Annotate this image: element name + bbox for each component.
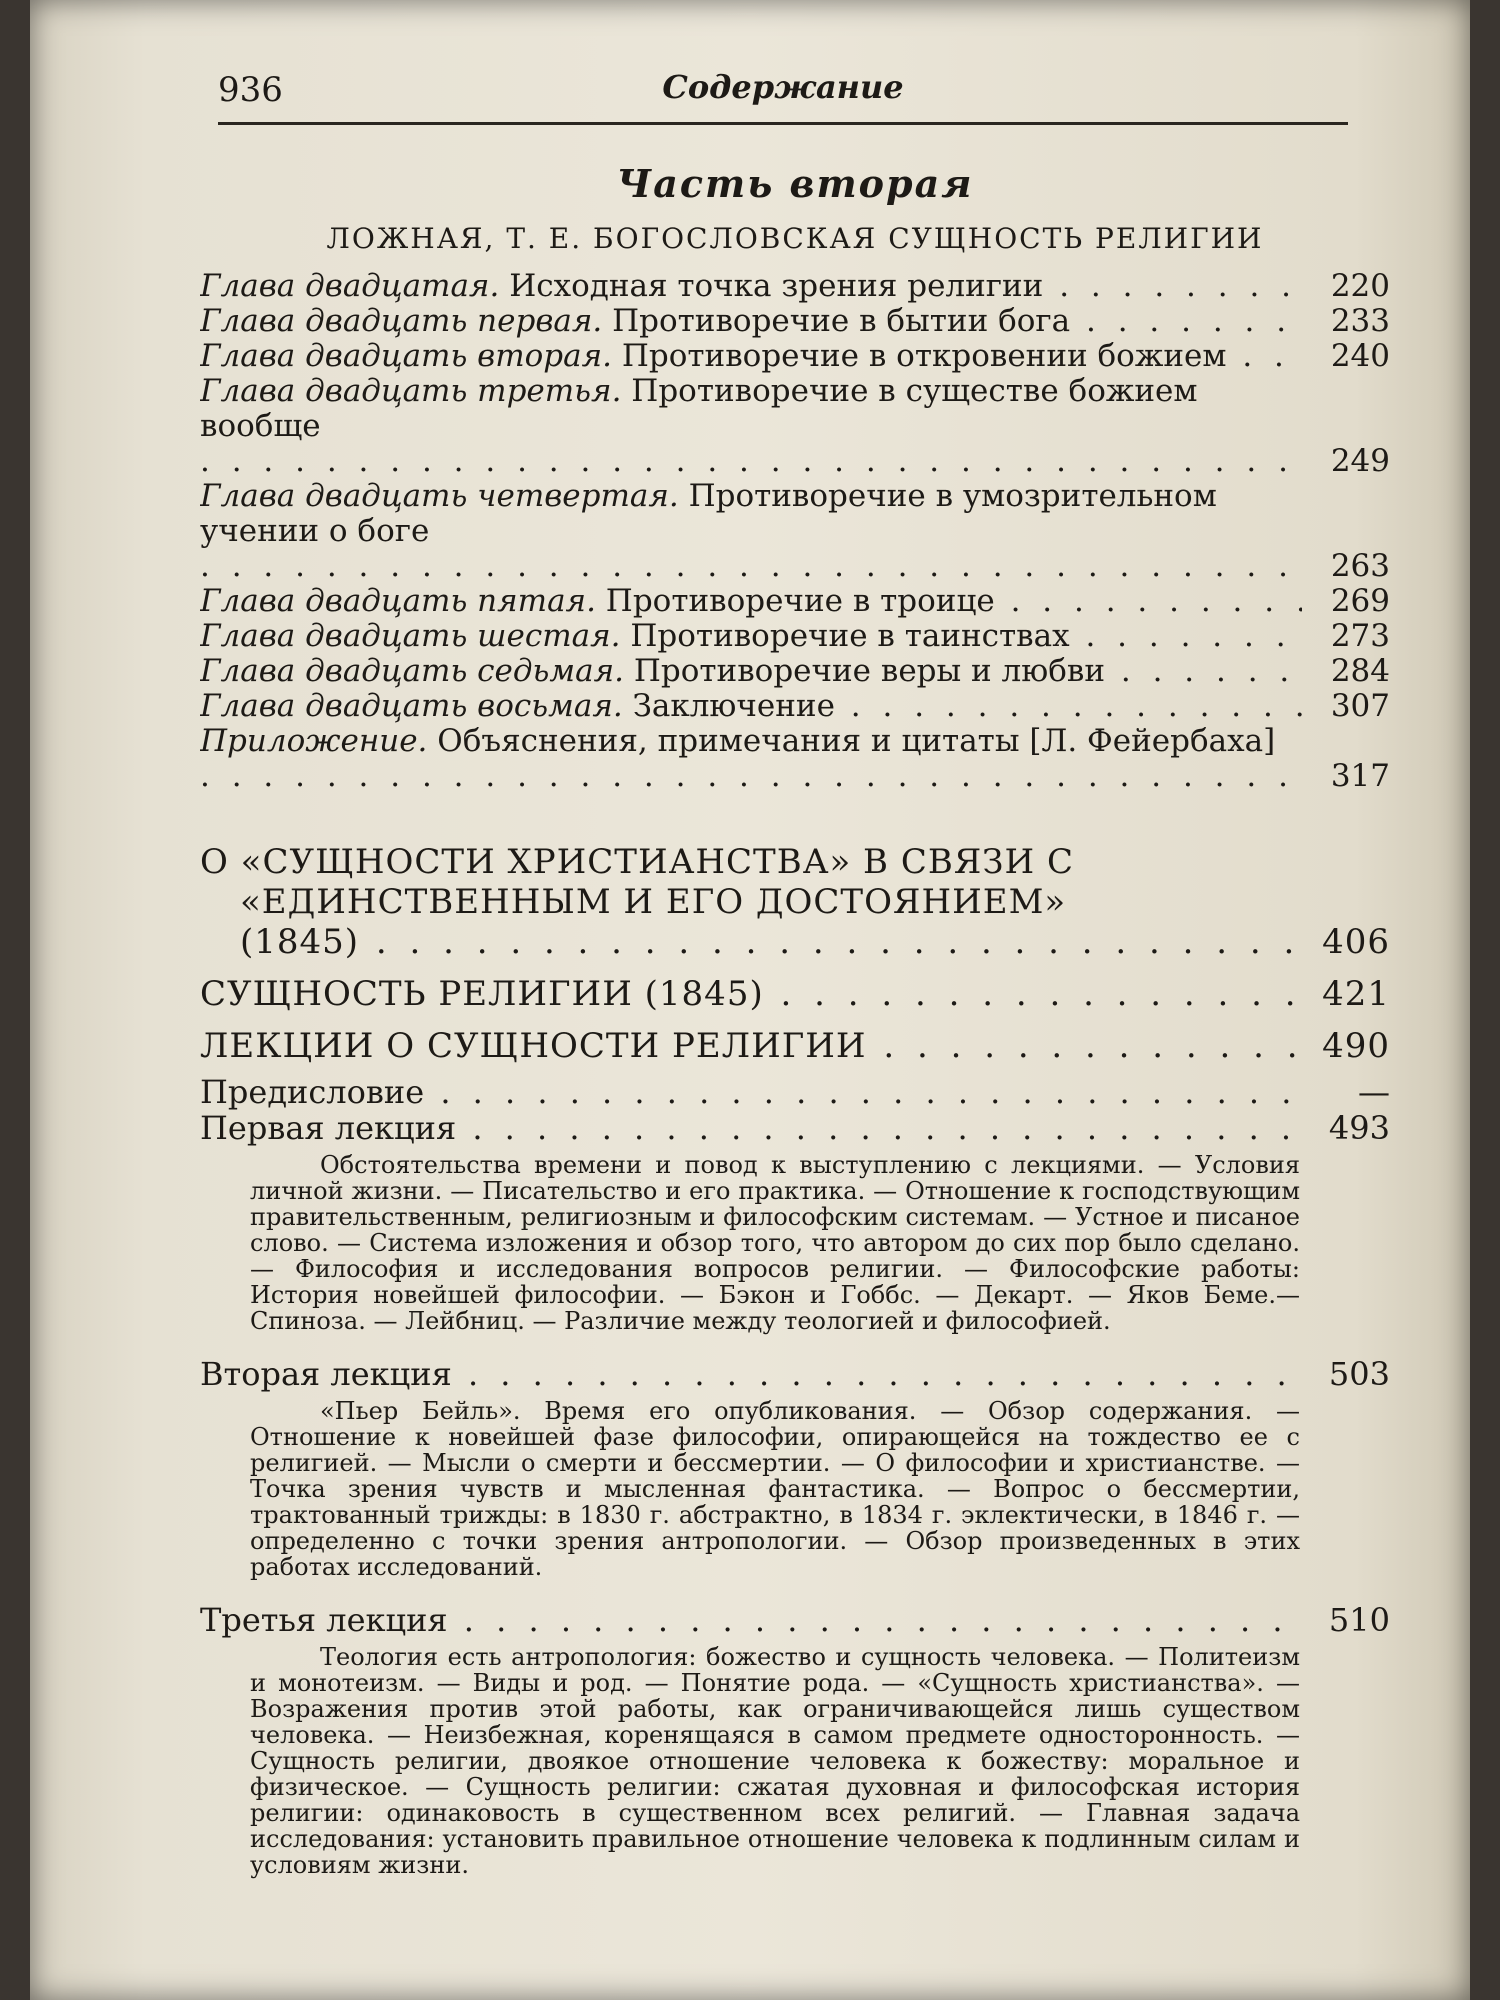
work-title: СУЩНОСТЬ РЕЛИГИИ (1845) . . . [200, 974, 1302, 1014]
toc-entry-chapter-24[interactable] [200, 479, 1390, 584]
chapter-title: Противоречие в троице [605, 584, 995, 619]
work-title: О «СУЩНОСТИ ХРИСТИАНСТВА» В СВЯЗИ С «ЕДИНСТВЕННЫМ И ЕГО ДОСТОЯНИЕМ» (1845) . . . [200, 842, 1302, 962]
chapter-title: Противоречие в бытии бога [612, 304, 1071, 339]
toc-entry-lecture-1[interactable] [200, 1110, 1390, 1146]
page-ref: 510 [1328, 1601, 1390, 1639]
lecture-summary: «Пьер Бейль». Время его опубликования. — Обзор содержания. — Отношение к новейшей фазе философии, опирающейся на тождество ее с религией. — Мысли о смерти и бессмертии. — О философии и христианстве. — Точка зрения чувств и мысленная фантастика. — Вопрос о бессмертии, трактованный трижды: в 1830 г. абстрактно, в 1834 г. эклектически, в 1846 г. — определенно с точки зрения антропологии. — Обзор произведенных в этих работах исследований. [250, 1397, 1300, 1581]
page-ref: 307 [1330, 688, 1390, 724]
toc-entry-lecture-3[interactable] [200, 1602, 1390, 1638]
toc-entry-chapter-27[interactable] [200, 654, 1390, 689]
toc-entry-chapter-28[interactable] [200, 689, 1390, 724]
page-ref: 240 [1330, 338, 1390, 374]
lecture-title: Предисловие . . . [200, 1074, 1302, 1110]
chapter-title: Противоречие в откровении божием [621, 339, 1227, 374]
chapter-title: Противоречие в таинствах [630, 619, 1070, 654]
chapter-label: Глава двадцать третья. [200, 374, 622, 409]
chapter-list [200, 269, 1390, 794]
lecture-summary: Обстоятельства времени и повод к выступлению с лекциями. — Условия личной жизни. — Писательство и его практика. — Отношение к господствующим правительственным, религиозным и философским системам. — Устное и писаное слово. — Система изложения и обзор того, что автором до сих пор было сделано. — Философия и исследования вопросов религии. — Философские работы: История новейшей философии. — Бэкон и Гоббс. — Декарт. — Яков Беме.— Спиноза. — Лейбниц. — Различие между теологией и философией. [250, 1151, 1300, 1335]
chapter-title: Объяснения, примечания и цитаты [Л. Фейербаха] [437, 724, 1276, 759]
chapter-label: Глава двадцать шестая. [200, 619, 621, 654]
lecture-summary: Теология есть антропология: божество и сущность человека. — Политеизм и монотеизм. — Виды и род. — Понятие рода. — «Сущность христианства». — Возражения против этой работы, как ограничивающейся лишь существом человека. — Неизбежная, коренящаяся в самом предмете односторонность. — Сущность религии, двоякое отношение человека к божеству: моральное и физическое. — Сущность религии: сжатая духовная и философская история религии: одинаковость в существенном всех религий. — Главная задача исследования: установить правильное отношение человека к подлинным силам и условиям жизни. [250, 1643, 1300, 1879]
page-ref: 503 [1328, 1355, 1390, 1393]
page-ref: 233 [1330, 303, 1390, 339]
toc-entry-work-2[interactable] [200, 974, 1390, 1014]
page-ref: 493 [1328, 1109, 1390, 1147]
section-title: ЛОЖНАЯ, Т. Е. БОГОСЛОВСКАЯ СУЩНОСТЬ РЕЛИГИИ [326, 222, 1264, 255]
toc-entry-lecture-2[interactable] [200, 1356, 1390, 1392]
page-ref: 406 [1322, 922, 1390, 962]
chapter-label: Глава двадцать первая. [200, 304, 603, 339]
page-ref: 263 [1330, 548, 1390, 584]
chapter-label: Приложение. [200, 724, 428, 759]
chapter-label: Глава двадцать пятая. [200, 584, 596, 619]
page-header [218, 60, 1348, 125]
chapter-title: Исходная точка зрения религии [509, 269, 1044, 304]
page-ref: 317 [1330, 758, 1390, 794]
lecture-title: Третья лекция . . . [200, 1602, 1302, 1638]
page-ref: 421 [1322, 974, 1390, 1014]
page-ref: 269 [1330, 583, 1390, 619]
part-title: Часть вторая [616, 161, 974, 206]
lecture-title: Вторая лекция . . . [200, 1356, 1302, 1392]
page-ref: 490 [1322, 1026, 1390, 1066]
chapter-label: Глава двадцать вторая. [200, 339, 612, 374]
toc-entry-chapter-21[interactable] [200, 304, 1390, 339]
toc-entry-chapter-23[interactable] [200, 374, 1390, 479]
chapter-label: Глава двадцать четвертая. [200, 479, 679, 514]
toc-entry-appendix[interactable] [200, 724, 1390, 794]
page-ref: 220 [1330, 268, 1390, 304]
chapter-label: Глава двадцать восьмая. [200, 689, 623, 724]
toc-entry-chapter-20[interactable] [200, 269, 1390, 304]
toc-entry-work-1[interactable] [200, 842, 1390, 962]
toc-content [200, 60, 1390, 1900]
page-ref: 249 [1330, 443, 1390, 479]
chapter-title: Противоречие в существе божием вообще [200, 374, 1198, 444]
toc-entry-chapter-26[interactable] [200, 619, 1390, 654]
work-title: ЛЕКЦИИ О СУЩНОСТИ РЕЛИГИИ . . . [200, 1026, 1302, 1066]
page-ref: — [1358, 1073, 1390, 1111]
toc-entry-chapter-22[interactable] [200, 339, 1390, 374]
lecture-title: Первая лекция . . . [200, 1110, 1302, 1146]
page-ref: 273 [1330, 618, 1390, 654]
chapter-label: Глава двадцать седьмая. [200, 654, 624, 689]
chapter-title: Противоречие веры и любви [633, 654, 1106, 689]
running-title: Содержание [662, 68, 904, 106]
chapter-title: Заключение [632, 689, 835, 724]
toc-entry-work-3[interactable] [200, 1026, 1390, 1066]
toc-entry-preface[interactable] [200, 1074, 1390, 1110]
chapter-title: Противоречие в умозрительном учении о боге [200, 479, 1217, 549]
toc-entry-chapter-25[interactable] [200, 584, 1390, 619]
chapter-label: Глава двадцатая. [200, 269, 500, 304]
page-ref: 284 [1330, 653, 1390, 689]
book-page [30, 0, 1470, 2000]
page-number: 936 [218, 70, 283, 110]
